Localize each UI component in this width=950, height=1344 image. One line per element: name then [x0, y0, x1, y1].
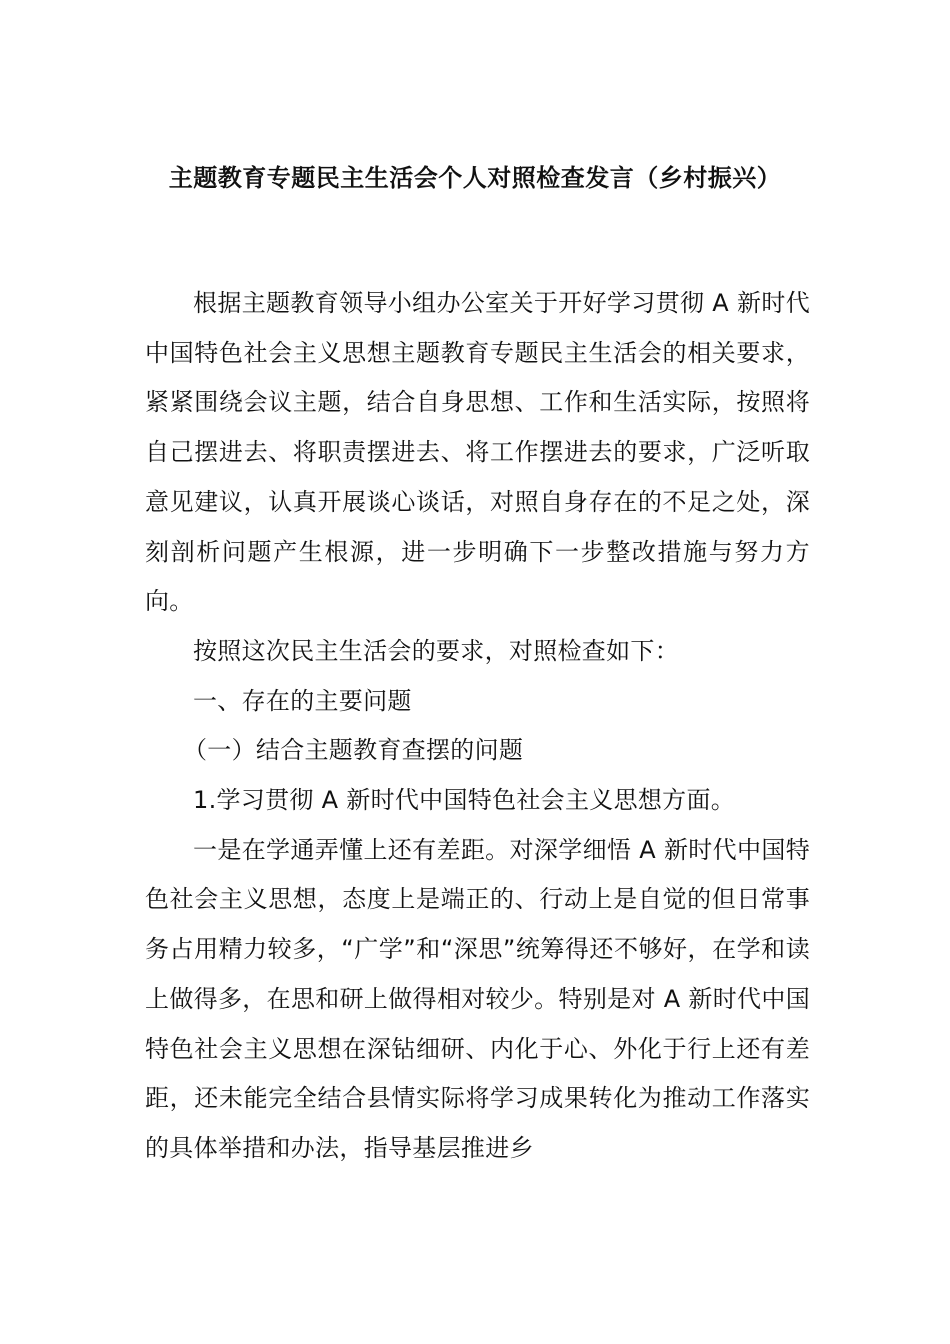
document-title: 主题教育专题民主生活会个人对照检查发言（乡村振兴） [168, 164, 782, 192]
document-body [145, 279, 810, 1174]
item-heading-1: 1.学习贯彻 A 新时代中国特色社会主义思想方面。 [193, 786, 736, 815]
paragraph-check-lead: 按照这次民主生活会的要求，对照检查如下： [193, 636, 679, 665]
paragraph-intro: 根据主题教育领导小组办公室关于开好学习贯彻 A 新时代中国特色社会主义思想主题教育专题民主生活会的相关要求，紧紧围绕会议主题，结合自身思想、工作和生活实际，按照将自己摆进去、将职责摆进去、将工作摆进去的要求，广泛听取意见建议，认真开展谈心谈话，对照自身存在的不足之处，深刻剖析问题产生根源，进一步明确下一步整改措施与努力方向。 [145, 289, 810, 616]
section-heading-main-problems: 一、存在的主要问题 [193, 686, 412, 715]
subsection-heading-1: （一）结合主题教育查摆的问题 [183, 736, 524, 765]
paragraph-point-1: 一是在学通弄懂上还有差距。对深学细悟 A 新时代中国特色社会主义思想，态度上是端正的、行动上是自觉的但日常事务占用精力较多，“广学”和“深思”统筹得还不够好，在学和读上做得多，在思和研上做得相对较少。特别是对 A 新时代中国特色社会主义思想在深钻细研、内化于心、外化于行上还有差距，还未能完全结合县情实际将学习成果转化为推动工作落实的具体举措和办法，指导基层推进乡 [145, 835, 810, 1162]
